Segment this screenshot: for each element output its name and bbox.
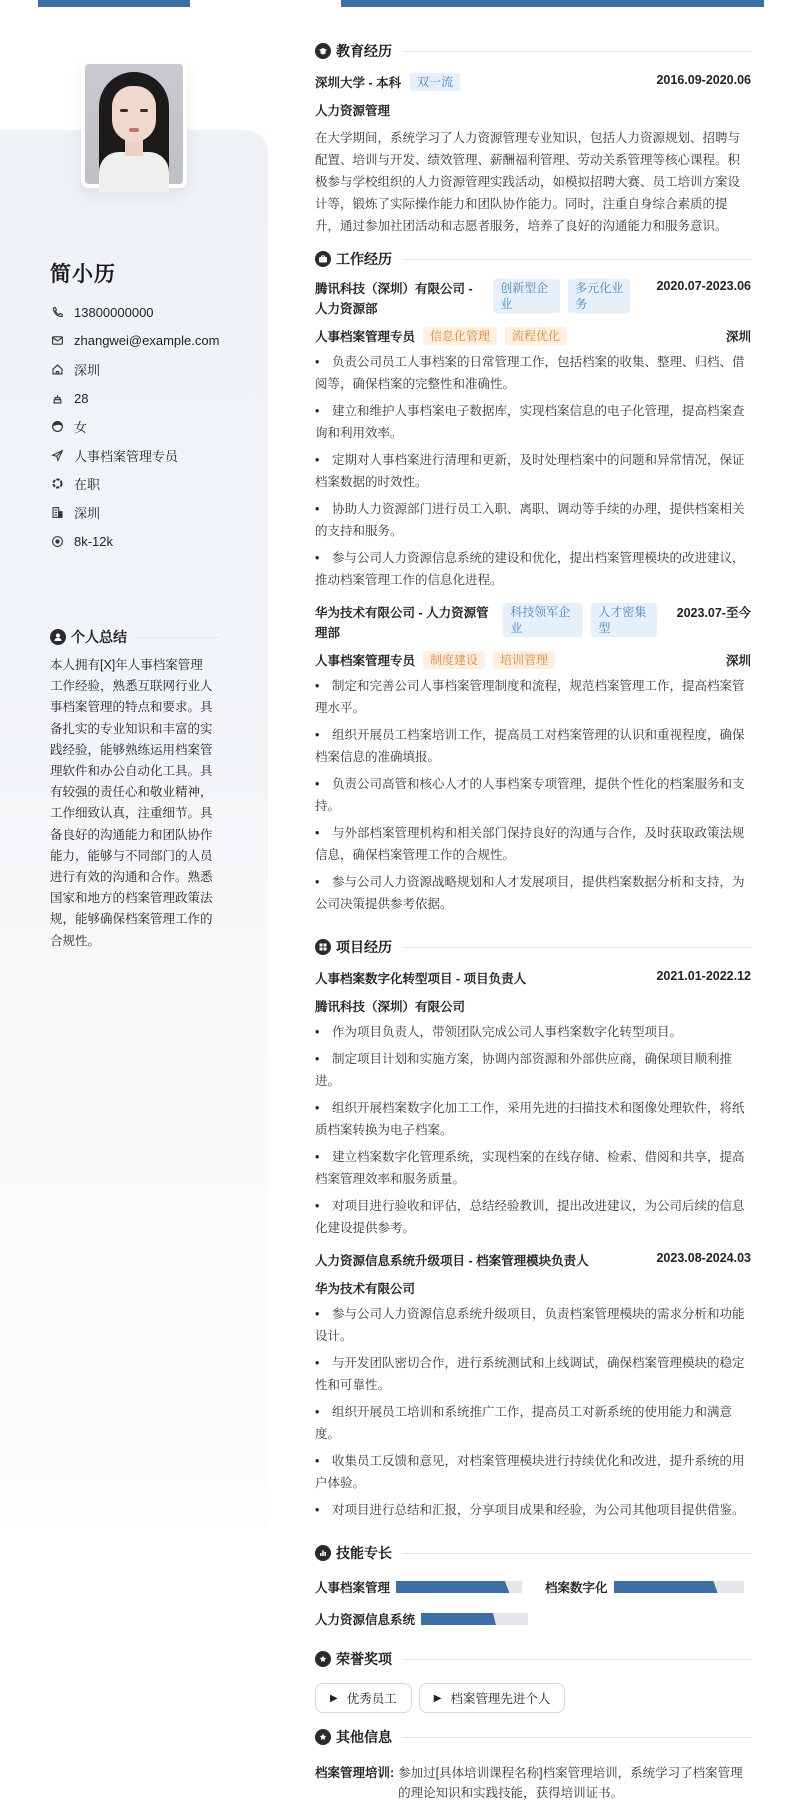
info-age: 28 <box>50 384 219 413</box>
education-date: 2016.09-2020.06 <box>656 73 751 87</box>
info-status: 在职 <box>50 470 219 499</box>
profile-photo <box>81 60 187 188</box>
phone-icon <box>50 305 64 319</box>
projects-section-header: 项目经历 <box>315 937 751 957</box>
grid-icon <box>315 939 331 955</box>
list-item: • 组织开展档案数字化加工工作，采用先进的扫描技术和图像处理软件，将纸质档案转换为电子档案。 <box>315 1097 751 1141</box>
award-item[interactable]: ▶ 优秀员工 <box>315 1683 412 1713</box>
gender-icon <box>50 420 64 434</box>
list-item: • 与开发团队密切合作，进行系统测试和上线调试，确保档案管理模块的稳定性和可靠性。 <box>315 1352 751 1396</box>
skill-bar <box>421 1613 528 1625</box>
project-item <box>315 1251 751 1521</box>
job-company: 腾讯科技（深圳）有限公司 - 人力资源部 <box>315 282 473 316</box>
main-content <box>315 41 751 1803</box>
role-tag: 流程优化 <box>505 327 567 345</box>
play-icon: ▶ <box>433 1692 442 1704</box>
skill-bar <box>614 1581 744 1593</box>
mail-icon <box>50 334 64 348</box>
list-item: • 与外部档案管理机构和相关部门保持良好的沟通与合作，及时获取政策法规信息，确保档案管理工作的合规性。 <box>315 822 751 866</box>
age-icon <box>50 391 64 405</box>
info-icon <box>315 1729 331 1745</box>
project-name: 人力资源信息系统升级项目 - 档案管理模块负责人 <box>315 1254 589 1268</box>
list-item: • 定期对人事档案进行清理和更新，及时处理档案中的问题和异常情况，保证档案数据的时效性。 <box>315 449 751 493</box>
education-major: 人力资源管理 <box>315 104 391 118</box>
job-location: 深圳 <box>725 330 751 344</box>
work-item <box>315 279 751 591</box>
role-tag: 制度建设 <box>423 651 485 669</box>
job-role: 人事档案管理专员 <box>315 654 416 668</box>
awards-list <box>315 1683 751 1713</box>
list-item: • 组织开展员工培训和系统推广工作，提高员工对新系统的使用能力和满意度。 <box>315 1401 751 1445</box>
home-icon <box>50 362 64 376</box>
list-item: • 制定和完善公司人事档案管理制度和流程，规范档案管理工作，提高档案管理水平。 <box>315 675 751 719</box>
list-item: • 参与公司人力资源战略规划和人才发展项目，提供档案数据分析和支持，为公司决策提供参考依据。 <box>315 871 751 915</box>
skill-bar <box>396 1581 522 1593</box>
other-section-header: 其他信息 <box>315 1727 751 1747</box>
company-tag: 科技领军企业 <box>503 603 583 637</box>
education-description: 在大学期间，系统学习了人力资源管理专业知识，包括人力资源规划、招聘与配置、培训与开发、绩效管理、薪酬福利管理、劳动关系管理等核心课程。积极参与学校组织的人力资源管理实践活动，如模拟招聘大赛、员工培训方案设计等，锻炼了实际操作能力和团队协作能力。同时，注重自身综合素质的提升，通过参加社团活动和志愿者服务，培养了良好的沟通能力和服务意识。 <box>315 131 741 233</box>
graduation-cap-icon <box>315 43 331 59</box>
company-tag: 多元化业务 <box>568 279 630 313</box>
salary-icon <box>50 534 64 548</box>
role-tag: 信息化管理 <box>423 327 497 345</box>
info-city: 深圳 <box>50 498 219 527</box>
info-phone: 13800000000 <box>50 298 219 327</box>
job-bullets <box>315 351 751 591</box>
candidate-name: 简小历 <box>50 263 116 286</box>
project-company: 华为技术有限公司 <box>315 1282 416 1296</box>
summary-text: 本人拥有[X]年人事档案管理工作经验，熟悉互联网行业人事档案管理的特点和要求。具备扎实的专业知识和丰富的实践经验，能够熟练运用档案管理软件和办公自动化工具。具有较强的责任心和敬业精神，工作细致认真，注重细节。具备良好的沟通能力和团队协作能力，能够与不同部门的人员进行有效的沟通和合作。熟悉国家和地方的档案管理政策法规，能够确保档案管理工作的合规性。 <box>50 658 213 948</box>
project-item <box>315 969 751 1239</box>
bar-chart-icon <box>315 1545 331 1561</box>
info-gender: 女 <box>50 412 219 441</box>
list-item: • 负责公司高管和核心人才的人事档案专项管理，提供个性化的档案服务和支持。 <box>315 773 751 817</box>
list-item: • 建立和维护人事档案电子数据库，实现档案信息的电子化管理，提高档案查询和利用效率。 <box>315 400 751 444</box>
city-icon <box>50 505 64 519</box>
status-icon <box>50 477 64 491</box>
list-item: • 参与公司人力资源信息系统的建设和优化，提出档案管理模块的改进建议，推动档案管理工作的信息化进程。 <box>315 547 751 591</box>
play-icon: ▶ <box>330 1692 338 1704</box>
other-item: 档案管理培训: 参加过[具体培训课程名称]档案管理培训，系统学习了档案管理的理论知识和实践技能，获得培训证书。 <box>315 1766 743 1800</box>
project-date: 2021.01-2022.12 <box>656 969 751 983</box>
work-section-header: 工作经历 <box>315 249 751 269</box>
contact-info-list <box>50 298 219 555</box>
list-item: • 协助人力资源部门进行员工入职、离职、调动等手续的办理，提供档案相关的支持和服务。 <box>315 498 751 542</box>
info-salary: 8k-12k <box>50 527 219 556</box>
job-location: 深圳 <box>725 654 751 668</box>
summary-section-header: 个人总结 <box>50 627 220 647</box>
company-tag: 人才密集型 <box>591 603 657 637</box>
list-item: • 收集员工反馈和意见，对档案管理模块进行持续优化和改进，提升系统的用户体验。 <box>315 1450 751 1494</box>
job-role: 人事档案管理专员 <box>315 330 416 344</box>
info-email: zhangwei@example.com <box>50 327 219 356</box>
education-header-row <box>315 73 751 91</box>
top-accent-bar-right <box>341 0 764 7</box>
project-bullets <box>315 1021 751 1239</box>
skill-item: 人事档案管理 <box>315 1577 545 1597</box>
list-item: • 制定项目计划和实施方案，协调内部资源和外部供应商，确保项目顺利推进。 <box>315 1048 751 1092</box>
skills-section-header: 技能专长 <box>315 1543 751 1563</box>
award-item[interactable]: ▶ 档案管理先进个人 <box>419 1683 566 1713</box>
project-date: 2023.08-2024.03 <box>656 1251 751 1265</box>
project-bullets <box>315 1303 751 1521</box>
job-bullets <box>315 675 751 915</box>
work-item <box>315 603 751 915</box>
info-position: 人事档案管理专员 <box>50 441 219 470</box>
education-school: 深圳大学 - 本科 <box>315 76 402 90</box>
education-tag: 双一流 <box>410 73 460 91</box>
list-item: • 参与公司人力资源信息系统升级项目，负责档案管理模块的需求分析和功能设计。 <box>315 1303 751 1347</box>
list-item: • 组织开展员工档案培训工作，提高员工对档案管理的认识和重视程度，确保档案信息的准确填报。 <box>315 724 751 768</box>
briefcase-icon <box>315 251 331 267</box>
list-item: • 对项目进行总结和汇报，分享项目成果和经验，为公司其他项目提供借鉴。 <box>315 1499 751 1521</box>
award-icon <box>315 1651 331 1667</box>
skill-item: 人力资源信息系统 <box>315 1609 751 1629</box>
awards-section-header: 荣誉奖项 <box>315 1649 751 1669</box>
skill-item: 档案数字化 <box>545 1577 744 1597</box>
list-item: • 对项目进行验收和评估，总结经验教训，提出改进建议，为公司后续的信息化建设提供参考。 <box>315 1195 751 1239</box>
list-item: • 作为项目负责人，带领团队完成公司人事档案数字化转型项目。 <box>315 1021 751 1043</box>
info-home: 深圳 <box>50 355 219 384</box>
list-item: • 负责公司员工人事档案的日常管理工作，包括档案的收集、整理、归档、借阅等，确保档案的完整性和准确性。 <box>315 351 751 395</box>
job-company: 华为技术有限公司 - 人力资源管理部 <box>315 606 489 640</box>
user-icon <box>50 629 66 645</box>
top-accent-bar-left <box>38 0 190 7</box>
role-tag: 培训管理 <box>493 651 555 669</box>
job-date: 2023.07-至今 <box>676 606 751 620</box>
skills-row <box>315 1577 751 1597</box>
list-item: • 建立档案数字化管理系统，实现档案的在线存储、检索、借阅和共享，提高档案管理效率和服务质量。 <box>315 1146 751 1190</box>
education-section-header: 教育经历 <box>315 41 751 61</box>
company-tag: 创新型企业 <box>493 279 560 313</box>
project-company: 腾讯科技（深圳）有限公司 <box>315 1000 466 1014</box>
project-name: 人事档案数字化转型项目 - 项目负责人 <box>315 972 527 986</box>
job-date: 2020.07-2023.06 <box>656 279 751 293</box>
position-icon <box>50 448 64 462</box>
